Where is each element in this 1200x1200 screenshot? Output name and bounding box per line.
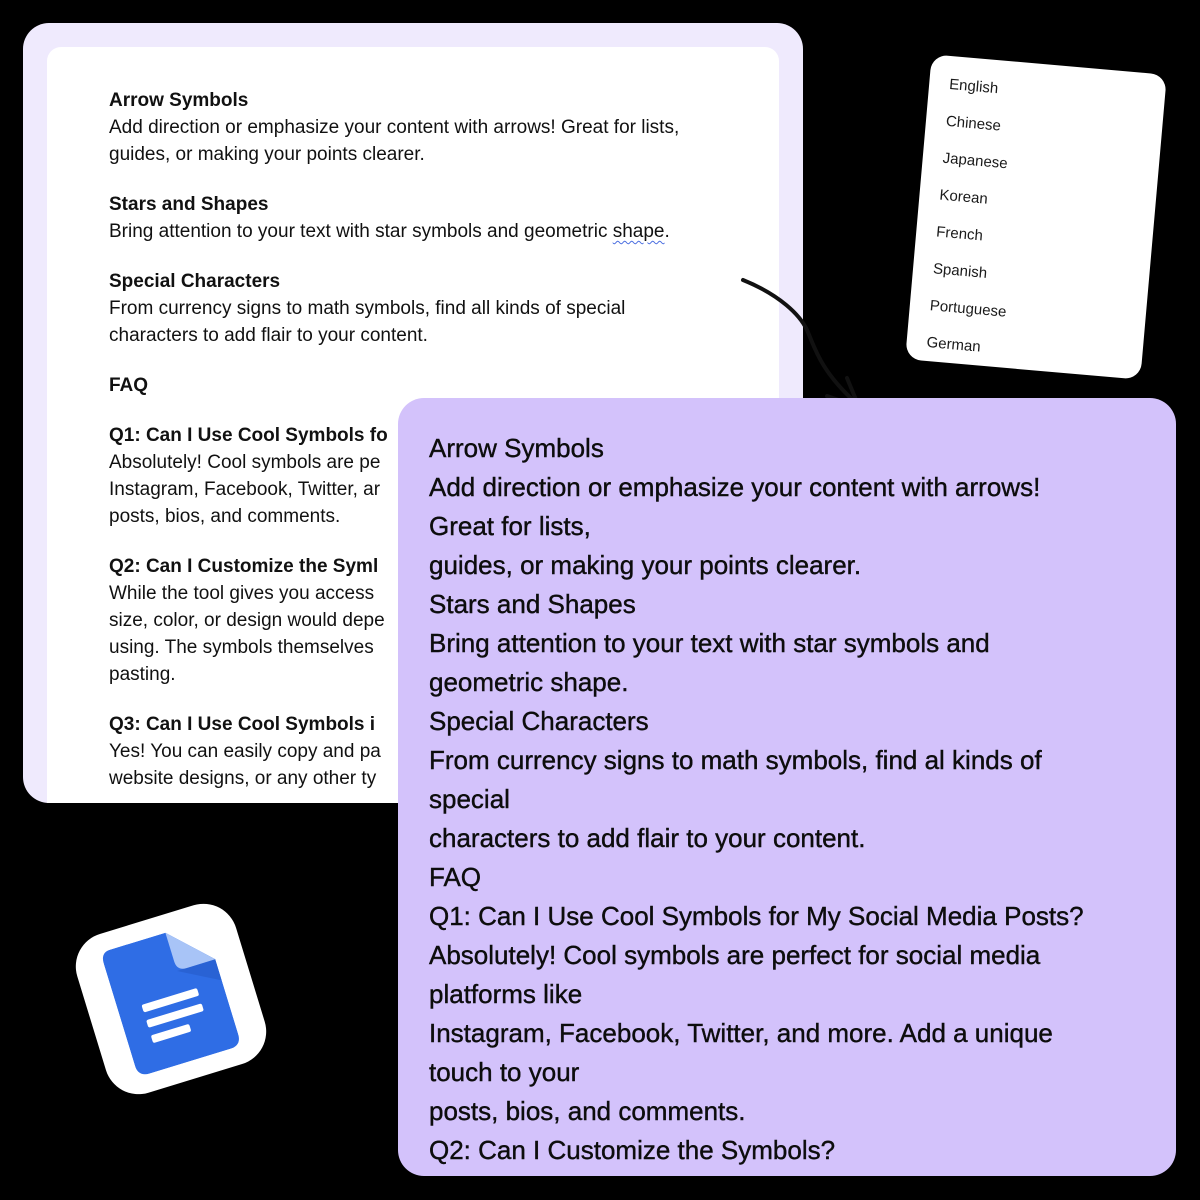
section-line: size, color, or design would depe bbox=[109, 610, 385, 631]
language-item[interactable]: Korean bbox=[938, 186, 989, 208]
section-line: characters to add flair to your content. bbox=[109, 325, 428, 346]
translated-line: From currency signs to math symbols, find al kinds of bbox=[429, 745, 1042, 775]
google-docs-icon bbox=[67, 895, 274, 1102]
spellcheck-word: shape bbox=[612, 221, 665, 242]
language-item[interactable]: English bbox=[948, 75, 999, 98]
language-list bbox=[905, 54, 1167, 379]
translated-line: geometric shape. bbox=[429, 667, 629, 697]
section-line: posts, bios, and comments. bbox=[109, 506, 341, 527]
section-line: Yes! You can easily copy and pa bbox=[109, 741, 381, 762]
translated-line: Instagram, Facebook, Twitter, and more. Add a unique bbox=[429, 1018, 1053, 1048]
translated-line: Q2: Can I Customize the Symbols? bbox=[429, 1135, 836, 1165]
translated-line: Add direction or emphasize your content with arrows! bbox=[429, 472, 1041, 502]
translated-line: posts, bios, and comments. bbox=[429, 1096, 746, 1126]
section-line: Bring attention to your text with star symbols and geometric shape. bbox=[109, 221, 670, 242]
section-heading: FAQ bbox=[109, 375, 149, 396]
translated-line: special bbox=[429, 784, 510, 814]
translated-text bbox=[429, 429, 1159, 1170]
translated-line: guides, or making your points clearer. bbox=[429, 550, 862, 580]
section-line: While the tool gives you access bbox=[109, 583, 375, 604]
translated-line: Q1: Can I Use Cool Symbols for My Social Media Posts? bbox=[429, 901, 1084, 931]
section-line: From currency signs to math symbols, find all kinds of special bbox=[109, 298, 626, 319]
translated-line: Absolutely! Cool symbols are perfect for social media bbox=[429, 940, 1041, 970]
section-line: website designs, or any other ty bbox=[109, 768, 377, 789]
section-heading: Arrow Symbols bbox=[109, 90, 249, 111]
translated-line: Special Characters bbox=[429, 706, 649, 736]
language-item[interactable]: French bbox=[935, 223, 984, 245]
translated-line: Bring attention to your text with star symbols and bbox=[429, 628, 990, 658]
section-line: pasting. bbox=[109, 664, 176, 685]
section-heading: Q2: Can I Customize the Syml bbox=[109, 556, 379, 577]
section-line: Instagram, Facebook, Twitter, ar bbox=[109, 479, 381, 500]
language-item[interactable]: Portuguese bbox=[929, 297, 1008, 321]
language-item[interactable]: German bbox=[925, 333, 982, 356]
language-item[interactable]: Spanish bbox=[932, 260, 988, 282]
translated-line: characters to add flair to your content. bbox=[429, 823, 866, 853]
translated-line: platforms like bbox=[429, 979, 583, 1009]
section-line: Absolutely! Cool symbols are pe bbox=[109, 452, 381, 473]
document-section bbox=[109, 268, 769, 349]
document-section bbox=[109, 87, 769, 168]
translated-line: FAQ bbox=[429, 862, 482, 892]
section-heading: Stars and Shapes bbox=[109, 194, 269, 215]
section-line: using. The symbols themselves bbox=[109, 637, 374, 658]
section-line: Add direction or emphasize your content with arrows! Great for lists, bbox=[109, 117, 680, 138]
section-heading: Special Characters bbox=[109, 271, 281, 292]
section-heading: Q1: Can I Use Cool Symbols fo bbox=[109, 425, 388, 446]
document-section bbox=[109, 372, 769, 399]
translated-line: Arrow Symbols bbox=[429, 433, 604, 463]
translated-line: Stars and Shapes bbox=[429, 589, 636, 619]
translated-line: touch to your bbox=[429, 1057, 580, 1087]
language-item[interactable]: Japanese bbox=[942, 149, 1009, 173]
translated-line: Great for lists, bbox=[429, 511, 591, 541]
translated-text-card bbox=[398, 398, 1176, 1176]
language-list-card bbox=[905, 54, 1167, 379]
section-heading: Q3: Can I Use Cool Symbols i bbox=[109, 714, 376, 735]
language-item[interactable]: Chinese bbox=[945, 112, 1002, 135]
document-section bbox=[109, 191, 769, 245]
section-line: guides, or making your points clearer. bbox=[109, 144, 425, 165]
